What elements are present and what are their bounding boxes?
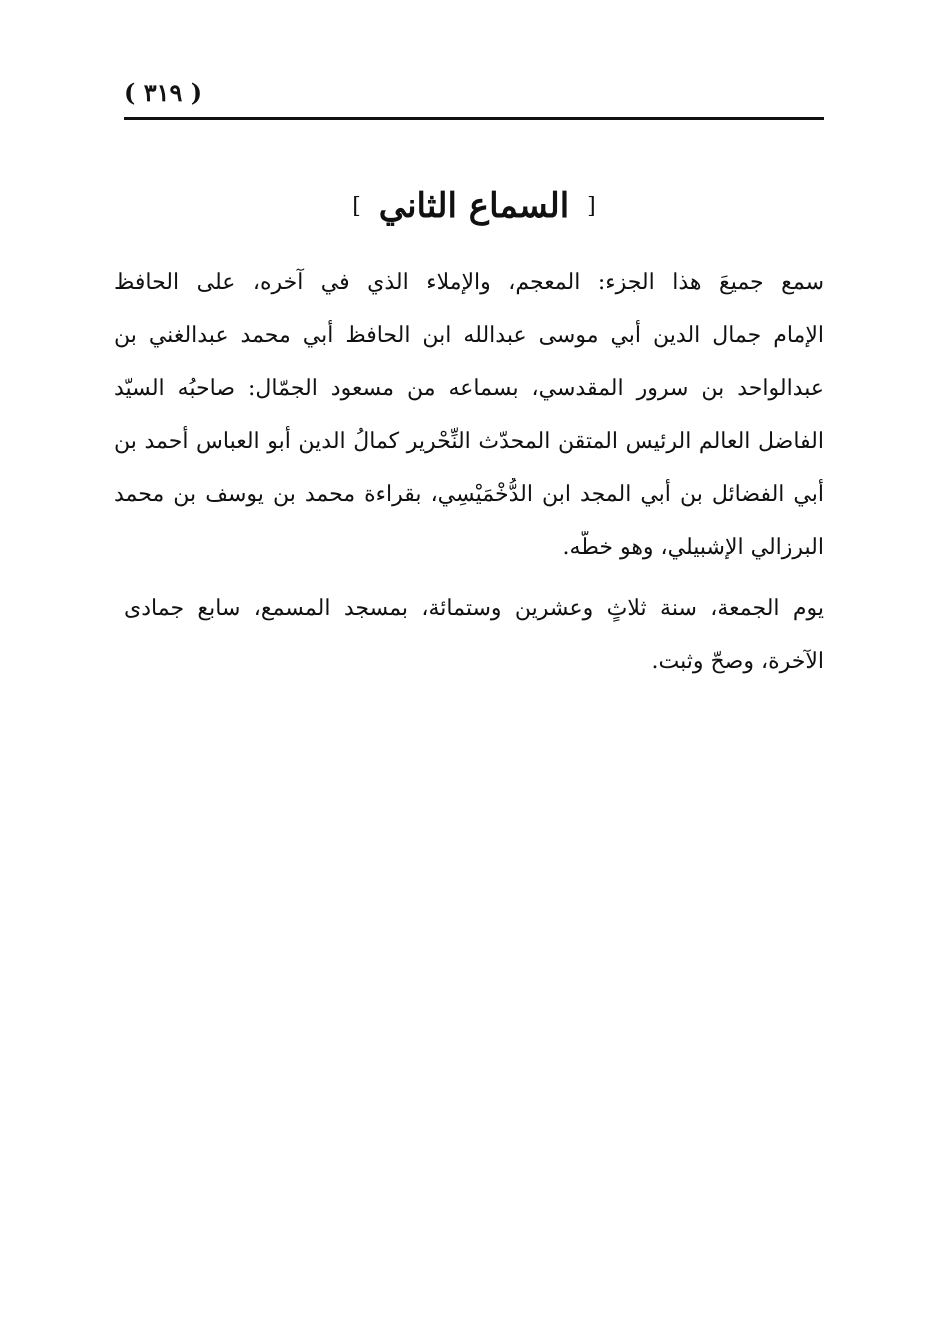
paragraph-line: البرزالي الإشبيلي، وهو خطّه. bbox=[562, 535, 824, 560]
title-close-bracket: ] bbox=[352, 194, 361, 219]
paragraph-line: يوم الجمعة، سنة ثلاثٍ وعشرين وستمائة، بمسجد المسمع، سابع جمادى bbox=[124, 596, 824, 621]
header-rule bbox=[124, 117, 824, 120]
paragraph-line: الفاضل العالم الرئيس المتقن المحدّث النِّحْرير كمالُ الدين أبو العباس أحمد بن bbox=[114, 429, 824, 454]
paragraph-line: الإمام جمال الدين أبي موسى عبدالله ابن الحافظ أبي محمد عبدالغني بن bbox=[114, 323, 824, 348]
paragraph-line: عبدالواحد بن سرور المقدسي، بسماعه من مسعود الجمّال: صاحبُه السيّد bbox=[114, 376, 824, 401]
title-open-bracket: [ bbox=[587, 194, 596, 219]
section-title-text: السماع الثاني bbox=[378, 186, 570, 226]
paragraph-line: أبي الفضائل بن أبي المجد ابن الدُّخْمَيْسِي، بقراءة محمد بن يوسف بن محمد bbox=[114, 482, 824, 507]
section-title bbox=[124, 186, 824, 226]
page-number: ( ٣١٩ ) bbox=[124, 78, 203, 107]
paragraph-line: الآخرة، وصحّ وثبت. bbox=[651, 649, 824, 674]
paragraph-line: سمع جميعَ هذا الجزء: المعجم، والإملاء الذي في آخره، على الحافظ bbox=[114, 270, 824, 295]
